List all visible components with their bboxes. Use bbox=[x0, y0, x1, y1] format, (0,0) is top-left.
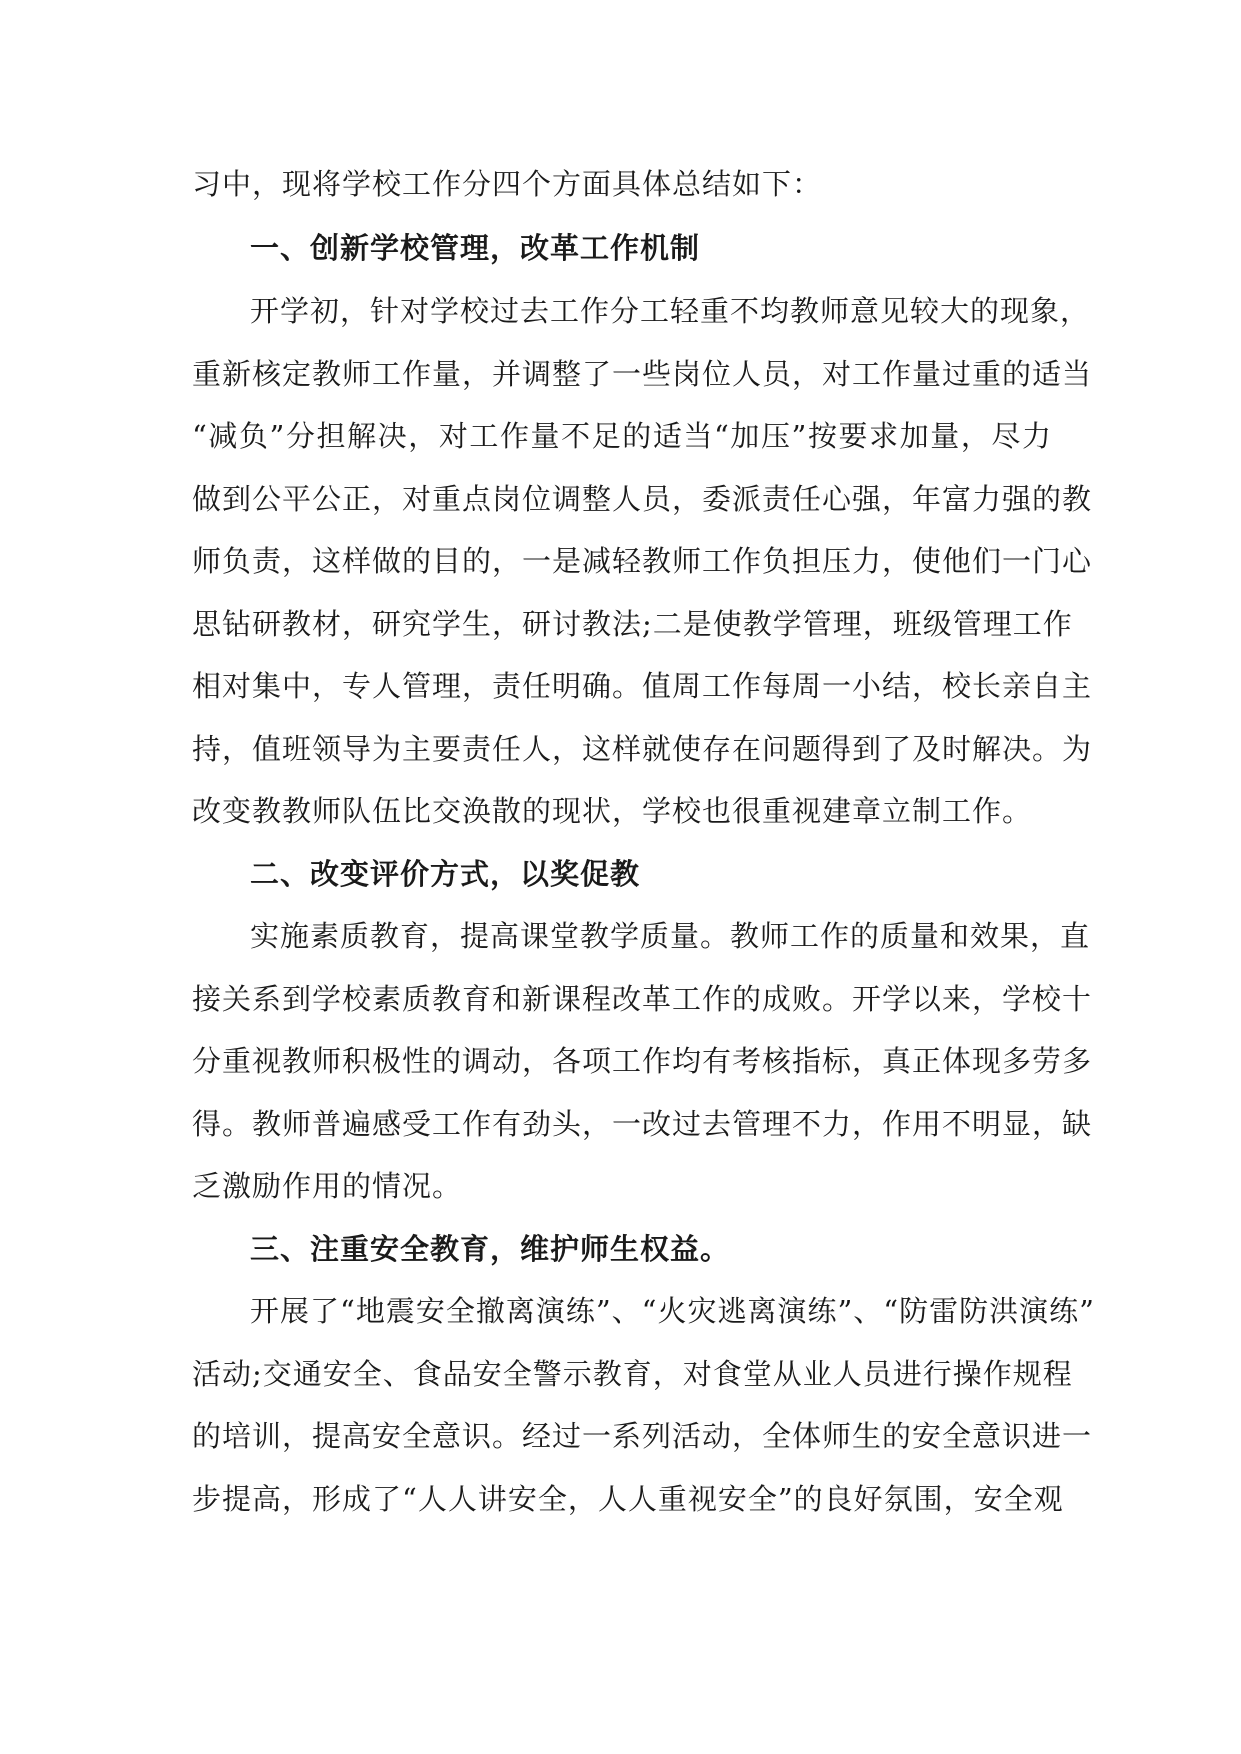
section-1-line-2: 重新核定教师工作量，并调整了一些岗位人员，对工作量过重的适当 bbox=[192, 357, 1093, 391]
section-2-heading: 二、改变评价方式，以奖促教 bbox=[250, 857, 641, 891]
section-3-line-2: 活动;交通安全、食品安全警示教育，对食堂从业人员进行操作规程 bbox=[192, 1357, 1073, 1391]
section-1-line-6: 思钻研教材，研究学生，研讨教法;二是使教学管理，班级管理工作 bbox=[192, 607, 1073, 641]
section-3-heading: 三、注重安全教育，维护师生权益。 bbox=[250, 1232, 731, 1266]
section-2-line-4: 得。教师普遍感受工作有劲头，一改过去管理不力，作用不明显，缺 bbox=[192, 1107, 1093, 1141]
section-2-line-3: 分重视教师积极性的调动，各项工作均有考核指标，真正体现多劳多 bbox=[192, 1044, 1093, 1078]
section-2-line-1: 实施素质教育，提高课堂教学质量。教师工作的质量和效果，直 bbox=[250, 919, 1091, 953]
section-1-line-4: 做到公平公正，对重点岗位调整人员，委派责任心强，年富力强的教 bbox=[192, 482, 1093, 516]
section-3-line-1: 开展了“地震安全撤离演练”、“火灾逃离演练”、“防雷防洪演练” bbox=[250, 1294, 1095, 1328]
section-1-line-9: 改变教教师队伍比交涣散的现状，学校也很重视建章立制工作。 bbox=[192, 794, 1033, 828]
section-3-line-3: 的培训，提高安全意识。经过一系列活动，全体师生的安全意识进一 bbox=[192, 1419, 1093, 1453]
section-3-line-4: 步提高，形成了“人人讲安全，人人重视安全”的良好氛围，安全观 bbox=[192, 1482, 1064, 1516]
section-1-line-1: 开学初，针对学校过去工作分工轻重不均教师意见较大的现象， bbox=[250, 294, 1091, 328]
intro-tail-line: 习中，现将学校工作分四个方面具体总结如下： bbox=[192, 167, 823, 201]
section-1-heading: 一、创新学校管理，改革工作机制 bbox=[250, 231, 701, 265]
section-2-line-2: 接关系到学校素质教育和新课程改革工作的成败。开学以来，学校十 bbox=[192, 982, 1093, 1016]
section-1-line-5: 师负责，这样做的目的，一是减轻教师工作负担压力，使他们一门心 bbox=[192, 544, 1093, 578]
section-2-line-5: 乏激励作用的情况。 bbox=[192, 1169, 463, 1203]
section-1-line-7: 相对集中，专人管理，责任明确。值周工作每周一小结，校长亲自主 bbox=[192, 669, 1093, 703]
section-1-line-3: “减负”分担解决，对工作量不足的适当“加压”按要求加量，尽力 bbox=[192, 419, 1052, 453]
section-1-line-8: 持，值班领导为主要责任人，这样就使存在问题得到了及时解决。为 bbox=[192, 732, 1093, 766]
